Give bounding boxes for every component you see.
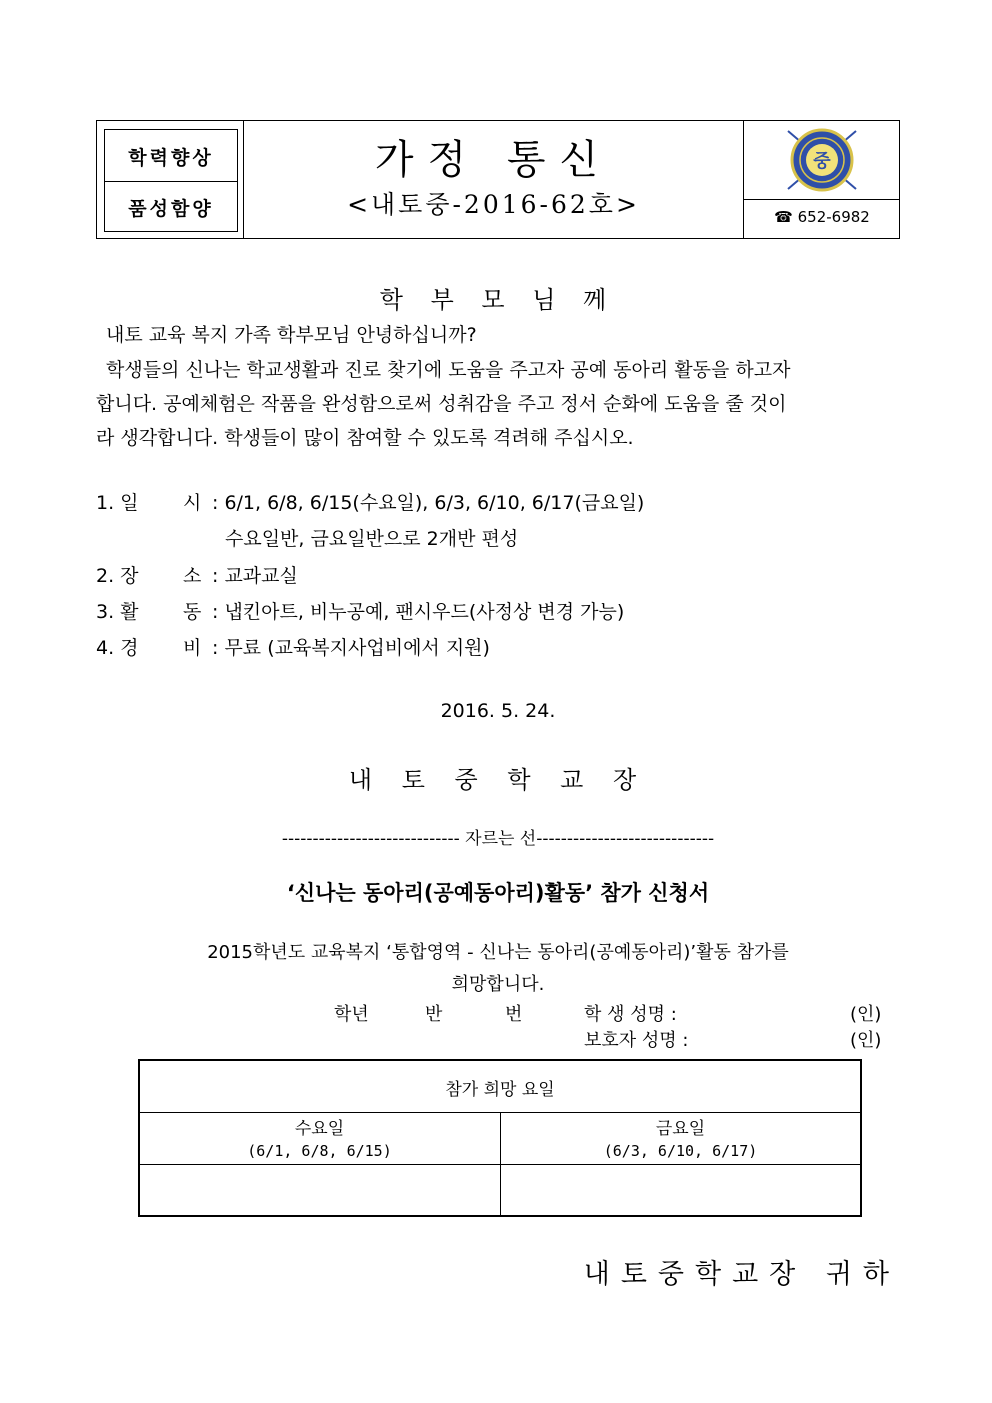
body-line-2: 합니다. 공예체험은 작품을 완성함으로써 성취감을 주고 정서 순화에 도움을 줄 것이	[96, 393, 787, 415]
table-header: 참가 희망 요일	[445, 1080, 555, 1100]
item-cost-value: : 무료 (교육복지사업비에서 지원)	[212, 637, 490, 659]
motto-divider	[104, 181, 238, 182]
item-place-value: : 교과교실	[212, 565, 298, 587]
friday-dates: (6/3, 6/10, 6/17)	[603, 1142, 758, 1160]
form-description-line-1: 2015학년도 교육복지 ‘통합영역 - 신나는 동아리(공예동아리)’활동 참가를	[207, 942, 789, 963]
phone-number: ☎ 652-6982	[774, 208, 870, 226]
emblem-character: 중	[813, 151, 831, 172]
body-line-3: 라 생각합니다. 학생들이 많이 참여할 수 있도록 격려해 주십시오.	[96, 427, 634, 449]
friday-label: 금요일	[655, 1119, 706, 1139]
item-activity-label: 3. 활	[96, 601, 139, 623]
student-seal: (인)	[850, 1004, 882, 1025]
form-title: ‘신나는 동아리(공예동아리)활동’ 참가 신청서	[286, 881, 710, 905]
wednesday-label: 수요일	[294, 1119, 345, 1139]
phone-divider	[743, 199, 900, 200]
grade-label: 학년	[334, 1004, 369, 1025]
addressee-closing: 내토중학교장 귀하	[583, 1259, 900, 1290]
item-place-label: 2. 장	[96, 565, 139, 587]
item-schedule-label: 1. 일	[96, 492, 139, 514]
greeting-line: 내토 교육 복지 가족 학부모님 안녕하십니까?	[106, 324, 477, 346]
item-schedule-note: 수요일반, 금요일반으로 2개반 편성	[225, 528, 519, 550]
cut-line: ----------------------------- 자르는 선-----------------------------	[281, 829, 715, 849]
wednesday-checkbox-cell[interactable]	[141, 1167, 498, 1214]
item-cost-label-end: 비	[183, 637, 202, 659]
body-line-1: 학생들의 신나는 학교생활과 진로 찾기에 도움을 주고자 공예 동아리 활동을 하고자	[106, 359, 791, 381]
item-place-label-end: 소	[183, 565, 202, 587]
item-cost-label: 4. 경	[96, 637, 139, 659]
student-name-label: 학 생 성명 :	[584, 1004, 677, 1025]
motto-academic: 학력향상	[128, 147, 214, 169]
item-activity-value: : 냅킨아트, 비누공예, 팬시우드(사정상 변경 가능)	[212, 601, 625, 623]
issue-date: 2016. 5. 24.	[440, 700, 556, 722]
friday-checkbox-cell[interactable]	[502, 1167, 859, 1214]
number-label: 번	[505, 1004, 523, 1025]
salutation: 학 부 모 님 께	[379, 286, 617, 314]
item-activity-label-end: 동	[183, 601, 202, 623]
issue-number: <내토중-2016-62호>	[347, 190, 640, 219]
item-schedule-label-end: 시	[183, 492, 202, 514]
motto-character: 품성함양	[128, 198, 214, 220]
wednesday-dates: (6/1, 6/8, 6/15)	[247, 1142, 392, 1160]
page-title: 가정 통신	[374, 137, 613, 183]
form-description-line-2: 희망합니다.	[451, 974, 545, 995]
school-emblem-icon	[782, 125, 862, 195]
class-label: 반	[425, 1004, 443, 1025]
guardian-seal: (인)	[850, 1030, 882, 1051]
item-schedule-value: : 6/1, 6/8, 6/15(수요일), 6/3, 6/10, 6/17(금요일)	[212, 492, 645, 514]
guardian-name-label: 보호자 성명 :	[584, 1030, 689, 1051]
principal-signature: 내 토 중 학 교 장	[348, 766, 648, 794]
